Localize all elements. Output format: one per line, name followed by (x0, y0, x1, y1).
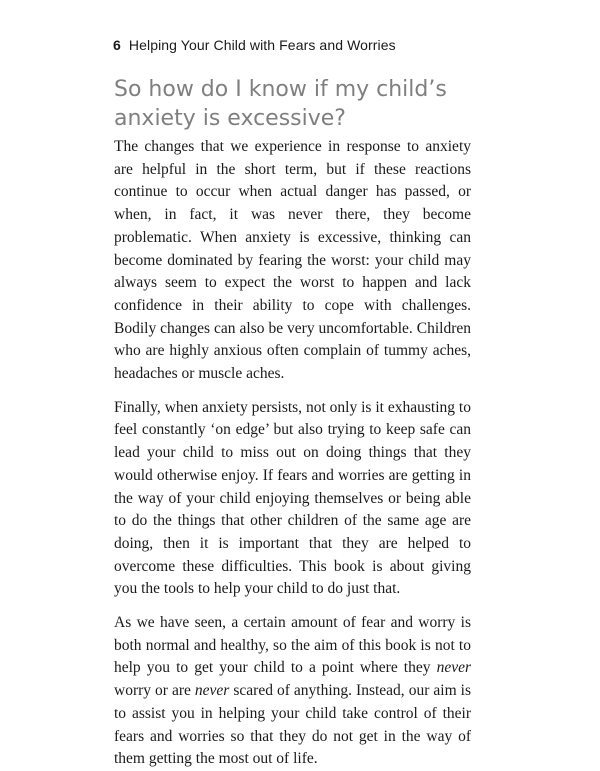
section-heading: So how do I know if my child’s anxiety is excessive? (114, 77, 447, 131)
paragraph-3-part-2: worry or are (114, 682, 195, 700)
running-head (113, 37, 396, 53)
paragraph-3-part-1: As we have seen, a certain amount of fear and worry is both normal and healthy, so the aim of this book is not to help you to get your child to a point where they (114, 614, 471, 677)
paragraph-3-part-3: scared of anything. Instead, our aim is to assist you in helping your child take control of their fears and worries so that they do not get in the way of them getting the most out of life. (114, 682, 471, 768)
body-text (114, 136, 471, 771)
paragraph-1: The changes that we experience in response to anxiety are helpful in the short term, but if these reactions continue to occur when actual danger has passed, or when, in fact, it was never there, they become problematic. When anxiety is excessive, thinking can become dominated by fearing the worst: your child may always seem to expect the worst to happen and lack confidence in their ability to cope with challenges. Bodily changes can also be very uncomfortable. Children who are highly anxious often complain of tummy aches, headaches or muscle aches. (114, 138, 471, 383)
emphasis-never-1: never (436, 659, 471, 677)
running-head-title: Helping Your Child with Fears and Worries (128, 37, 396, 53)
paragraph-3 (114, 612, 471, 771)
emphasis-never-2: never (194, 682, 230, 700)
page-number: 6 (113, 37, 121, 53)
paragraph-2: Finally, when anxiety persists, not only is it exhausting to feel constantly ‘on edge’ but also trying to keep safe can lead your child to miss out on doing things that they would otherwise enjoy. If fears and worries are getting in the way of your child enjoying themselves or being able to do the things that other children of the same age are doing, then it is important that they are helped to overcome these difficulties. This book is about giving you the tools to help your child to do just that. (114, 398, 471, 598)
